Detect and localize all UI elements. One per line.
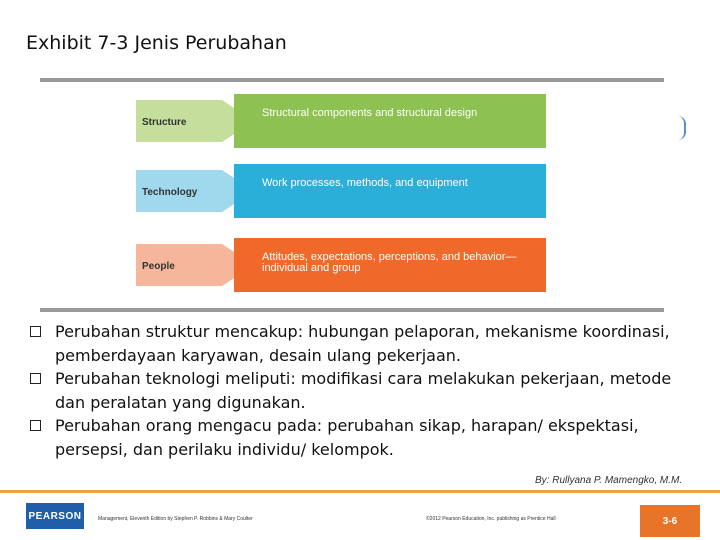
book-credit: Management, Eleventh Edition by Stephen P. Robbins & Mary Coulter xyxy=(98,516,253,522)
bullet-item xyxy=(30,320,700,367)
people-box xyxy=(234,238,546,292)
bullet-text: Perubahan teknologi meliputi: modifikasi cara melakukan pekerjaan, metode dan peralatan yang digunakan. xyxy=(55,369,672,412)
bullet-text: Perubahan orang mengacu pada: perubahan sikap, harapan/ ekspektasi, persepsi, dan perilaku individu/ kelompok. xyxy=(55,416,639,459)
page-number: 3-6 xyxy=(640,505,700,537)
checkbox-bullet-icon xyxy=(30,420,41,431)
edge-mark xyxy=(678,116,686,140)
bottom-divider xyxy=(40,308,664,312)
checkbox-bullet-icon xyxy=(30,326,41,337)
bullet-text: Perubahan struktur mencakup: hubungan pelaporan, mekanisme koordinasi, pemberdayaan karyawan, desain ulang pekerjaan. xyxy=(55,322,670,365)
people-row xyxy=(136,238,546,292)
copyright: ©2012 Pearson Education, Inc. publishing as Prentice Hall xyxy=(426,516,556,522)
technology-text: Work processes, methods, and equipment xyxy=(262,177,468,189)
technology-box xyxy=(234,164,546,218)
slide-title: Exhibit 7-3 Jenis Perubahan xyxy=(26,32,287,54)
people-text: Attitudes, expectations, perceptions, and behavior—individual and group xyxy=(262,251,517,274)
footer xyxy=(0,493,720,540)
structure-box xyxy=(234,94,546,148)
technology-row xyxy=(136,164,546,218)
people-label: People xyxy=(142,261,175,272)
bullet-list xyxy=(30,320,700,461)
author-credit: By: Rullyana P. Mamengko, M.M. xyxy=(535,475,683,486)
structure-text: Structural components and structural design xyxy=(262,107,478,119)
pearson-logo: PEARSON xyxy=(26,503,84,529)
top-divider xyxy=(40,78,664,82)
bullet-item xyxy=(30,367,700,414)
structure-label: Structure xyxy=(142,117,187,128)
bullet-item xyxy=(30,414,700,461)
technology-label: Technology xyxy=(142,187,198,198)
checkbox-bullet-icon xyxy=(30,373,41,384)
structure-row xyxy=(136,94,546,148)
